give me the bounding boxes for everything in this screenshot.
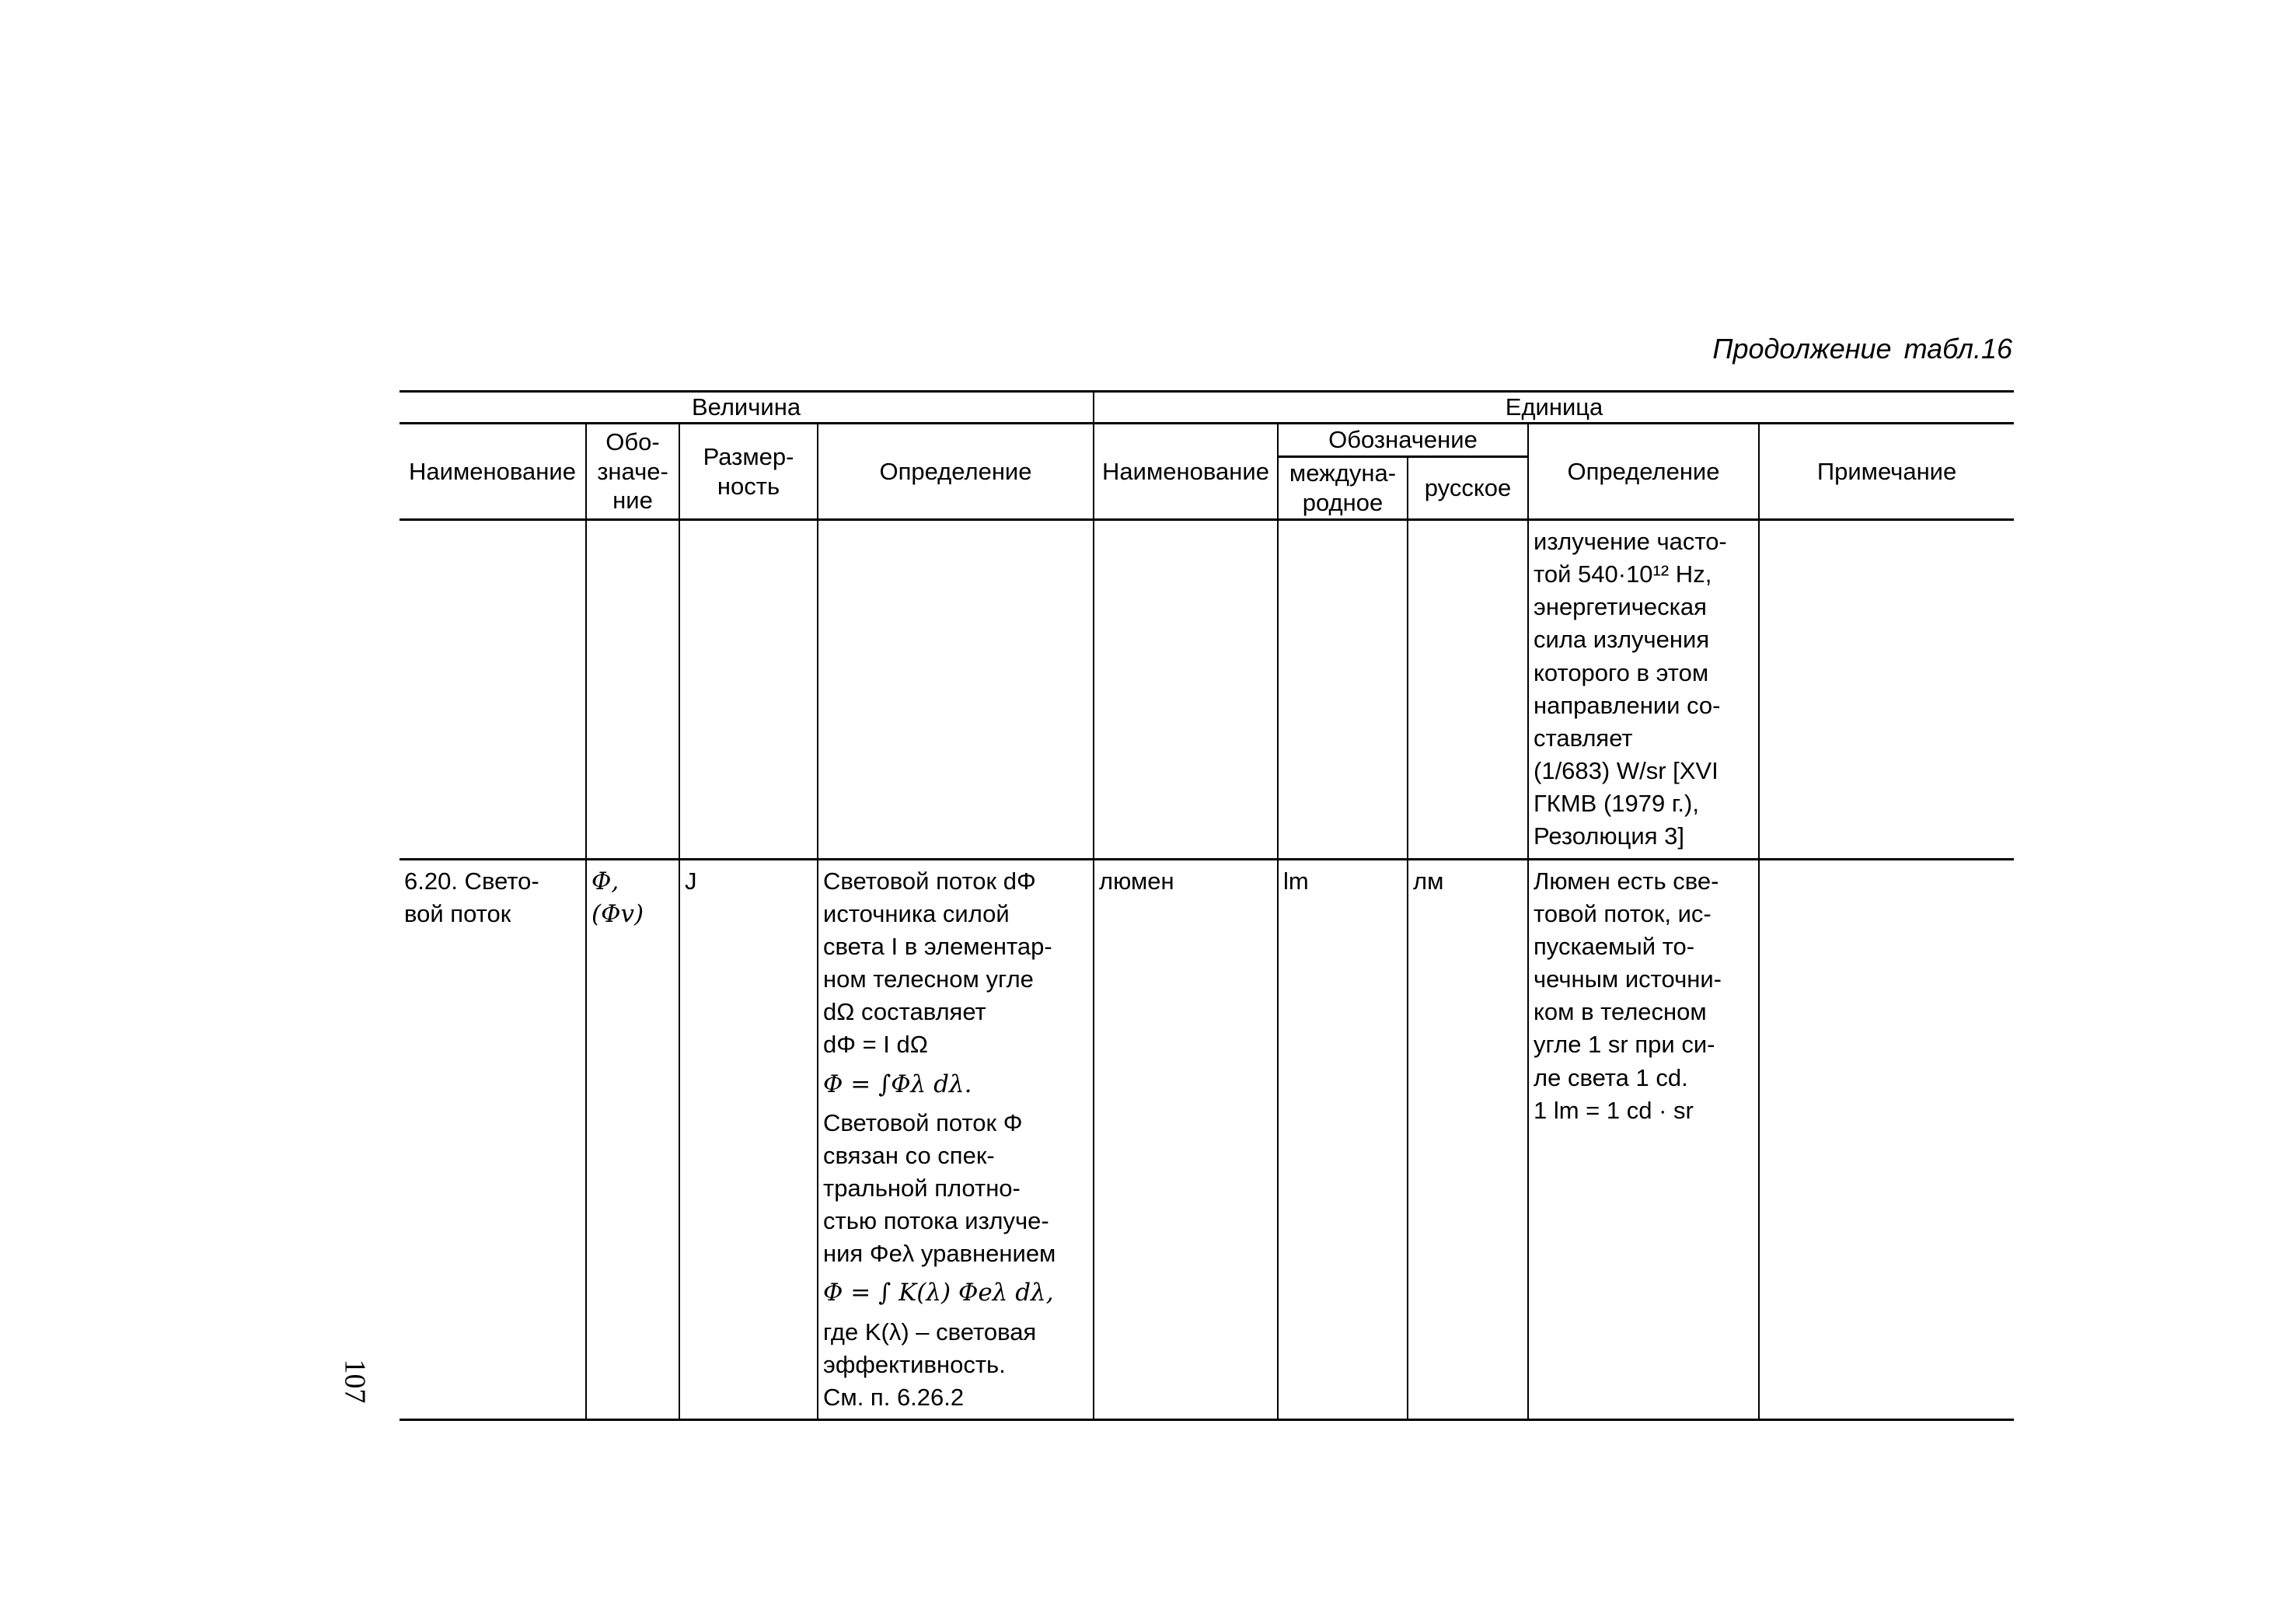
text-line: где K(λ) – световая: [823, 1318, 1037, 1346]
text-line: пускаемый то-: [1534, 932, 1695, 960]
header-note: Примечание: [1759, 424, 2014, 520]
header-unit-russian: русское: [1408, 457, 1528, 520]
cell-quantity-name: [400, 859, 586, 1420]
header-quantity-name: Наименование: [400, 424, 586, 520]
table-caption: Продолжение табл.16: [1712, 333, 2012, 365]
cell-quantity-definition: [818, 859, 1094, 1420]
cell-note: [1759, 859, 2014, 1420]
text-line: эффективность.: [823, 1350, 1006, 1378]
text-line: ставляет: [1534, 724, 1633, 752]
text-line: ле света 1 cd.: [1534, 1063, 1688, 1091]
table-row: [400, 859, 2014, 1420]
cell-unit-definition: [1528, 859, 1759, 1420]
header-unit-international: [1278, 457, 1408, 520]
header-unit-group: Единица: [1094, 392, 2014, 424]
header-unit-designation: Обозначение: [1278, 424, 1528, 457]
cell-unit-russian: [1408, 520, 1528, 860]
header-unit-international-line: междуна-: [1289, 459, 1397, 487]
text-line: которого в этом: [1534, 658, 1709, 686]
text-line: той 540·10¹² Hz,: [1534, 560, 1712, 588]
text-line: 6.20. Свето-: [404, 867, 539, 895]
text-line: тральной плотно-: [823, 1174, 1021, 1202]
cell-unit-international: [1278, 520, 1408, 860]
units-table: [400, 390, 2014, 1421]
text-line: сила излучения: [1534, 626, 1710, 654]
text-line: Световой поток Φ: [823, 1108, 1023, 1136]
text-line: стью потока излуче-: [823, 1207, 1049, 1235]
header-quantity-dimension: [679, 424, 818, 520]
cell-quantity-dimension: [679, 520, 818, 860]
table-row: [400, 520, 2014, 860]
text-line: Резолюция 3]: [1534, 822, 1684, 850]
text-line: ния Φeλ уравнением: [823, 1240, 1056, 1268]
cell-unit-name: люмен: [1094, 859, 1278, 1420]
formula-line: Φ = ∫ K(λ) Φeλ dλ,: [823, 1279, 1054, 1307]
cell-unit-international: lm: [1278, 859, 1408, 1420]
text-line: (Φv): [591, 899, 644, 928]
text-line: ком в телесном: [1534, 998, 1707, 1026]
cell-note: [1759, 520, 2014, 860]
cell-quantity-symbol: [586, 859, 679, 1420]
text-line: связан со спек-: [823, 1141, 995, 1169]
text-line: dΩ составляет: [823, 998, 986, 1026]
text-line: Φ,: [591, 867, 619, 895]
cell-unit-russian: лм: [1408, 859, 1528, 1420]
header-quantity-symbol: [586, 424, 679, 520]
formula-line: dΦ = I dΩ: [823, 1031, 928, 1059]
header-unit-definition: Определение: [1528, 424, 1759, 520]
header-quantity-symbol-line: ние: [612, 487, 653, 515]
text-line: Световой поток dΦ: [823, 867, 1036, 895]
text-line: (1/683) W/sr [XVI: [1534, 757, 1719, 785]
header-unit-international-line: родное: [1302, 489, 1384, 516]
text-line: излучение часто-: [1534, 528, 1727, 555]
text-line: товой поток, ис-: [1534, 899, 1712, 927]
text-line: ном телесном угле: [823, 965, 1034, 993]
header-quantity-definition: Определение: [818, 424, 1094, 520]
header-quantity-dimension-line: Размер-: [703, 442, 794, 470]
header-quantity-group: Величина: [400, 392, 1094, 424]
header-quantity-symbol-line: значе-: [597, 457, 668, 485]
cell-quantity-name: [400, 520, 586, 860]
text-line: Люмен есть све-: [1534, 867, 1719, 895]
header-quantity-dimension-line: ность: [717, 472, 780, 500]
page-number: 107: [338, 1359, 372, 1404]
text-line: энергетическая: [1534, 593, 1707, 621]
text-line: чечным источни-: [1534, 965, 1722, 993]
text-line: света I в элементар-: [823, 932, 1052, 960]
text-line: направлении со-: [1534, 691, 1721, 719]
text-line: См. п. 6.26.2: [823, 1383, 965, 1411]
text-line: источника силой: [823, 899, 1010, 927]
cell-quantity-dimension: J: [679, 859, 818, 1420]
cell-unit-name: [1094, 520, 1278, 860]
cell-quantity-definition: [818, 520, 1094, 860]
header-unit-name: Наименование: [1094, 424, 1278, 520]
cell-quantity-symbol: [586, 520, 679, 860]
formula-line: Φ = ∫Φλ dλ.: [823, 1070, 972, 1098]
header-quantity-symbol-line: Обо-: [605, 428, 660, 455]
text-line: ГКМВ (1979 г.),: [1534, 790, 1699, 818]
text-line: вой поток: [404, 899, 511, 927]
cell-unit-definition: [1528, 520, 1759, 860]
text-line: 1 lm = 1 cd · sr: [1534, 1096, 1694, 1124]
text-line: угле 1 sr при си-: [1534, 1031, 1715, 1059]
header-row-groups: [400, 392, 2014, 424]
header-row-columns: [400, 424, 2014, 457]
